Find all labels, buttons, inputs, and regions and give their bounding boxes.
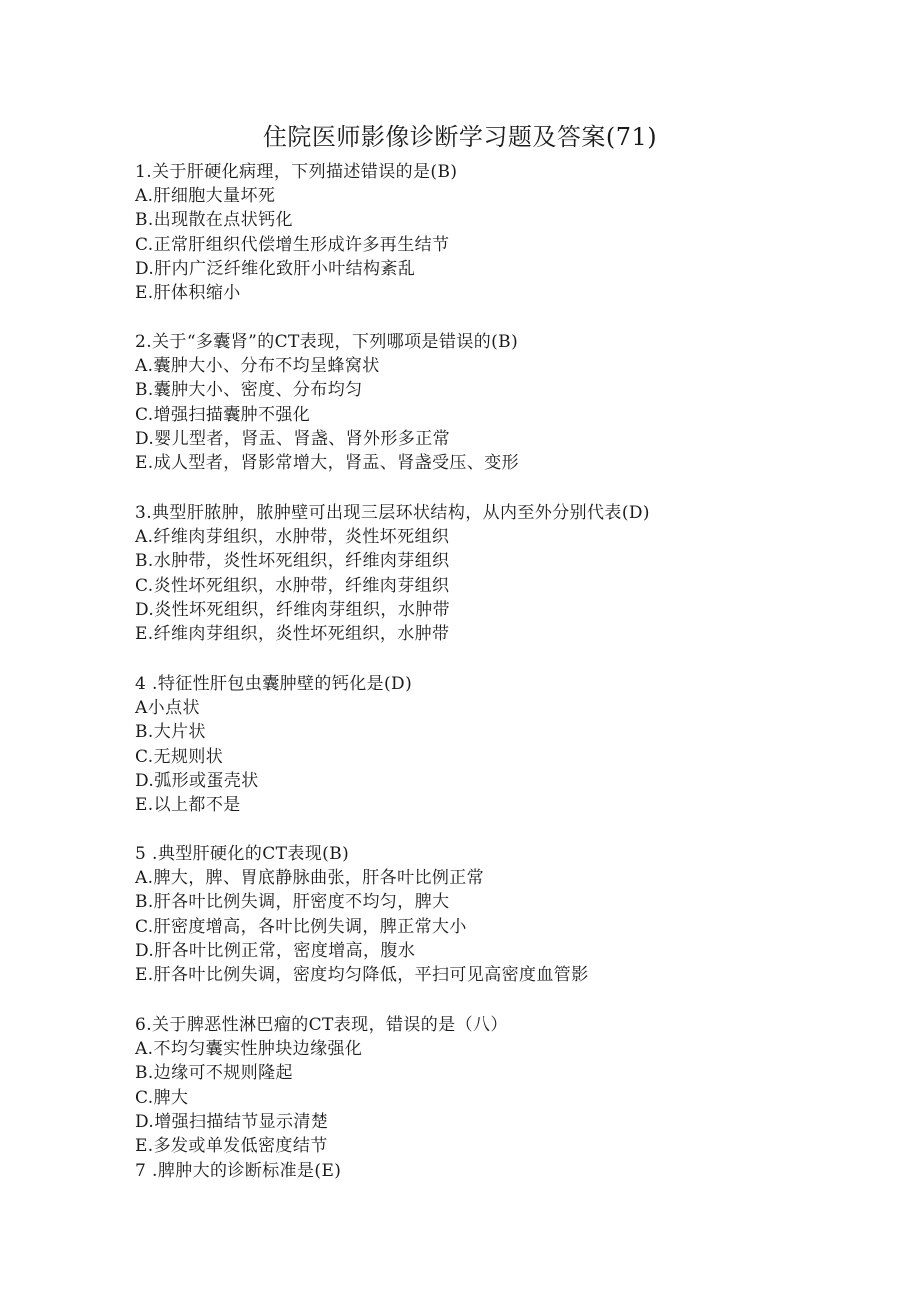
option-d: D.增强扫描结节显示清楚 [135, 1111, 329, 1132]
option-b: B.边缘可不规则隆起 [135, 1063, 293, 1084]
option-d: D.肝内广泛纤维化致肝小叶结构紊乱 [135, 258, 416, 279]
question-1 [135, 160, 855, 305]
question-stem: 4 .特征性肝包虫囊肿壁的钙化是(D) [135, 674, 413, 694]
option-c: C.增强扫描囊肿不强化 [135, 404, 311, 425]
option-c: C.肝密度增高，各叶比例失调，脾正常大小 [135, 916, 467, 937]
option-d: D.炎性坏死组织，纤维肉芽组织，水肿带 [135, 599, 451, 620]
option-a: A.不均匀囊实性肿块边缘强化 [135, 1039, 363, 1060]
option-c: C.正常肝组织代偿增生形成许多再生结节 [135, 234, 450, 255]
option-b: B.肝各叶比例失调，肝密度不均匀，脾大 [135, 892, 450, 913]
question-5 [135, 842, 855, 987]
question-4 [135, 672, 855, 817]
option-a: A.囊肿大小、分布不均呈蜂窝状 [135, 356, 380, 377]
page-title: 住院医师影像诊断学习题及答案(71) [262, 123, 658, 151]
option-d: D.肝各叶比例正常，密度增高，腹水 [135, 940, 416, 961]
question-stem: 2.关于“多囊肾”的CT表现，下列哪项是错误的(B) [135, 332, 519, 352]
option-e: E.成人型者，肾影常增大，肾盂、肾盏受压、变形 [135, 452, 520, 473]
question-3 [135, 501, 855, 646]
question-stem: 3.典型肝脓肿，脓肿壁可出现三层环状结构，从内至外分别代表(D) [135, 503, 650, 523]
option-b: B.出现散在点状钙化 [135, 210, 293, 231]
option-e: E.纤维肉芽组织，炎性坏死组织，水肿带 [135, 623, 450, 644]
option-a: A小点状 [135, 698, 200, 719]
question-stem: 7 .脾肿大的诊断标准是(E) [135, 1161, 342, 1181]
option-a: A.肝细胞大量坏死 [135, 186, 276, 207]
option-a: A.纤维肉芽组织，水肿带，炎性坏死组织 [135, 527, 450, 548]
question-stem: 1.关于肝硬化病理，下列描述错误的是(B) [135, 162, 458, 182]
option-a: A.脾大，脾、胃底静脉曲张，肝各叶比例正常 [135, 868, 485, 889]
option-c: C.无规则状 [135, 746, 224, 767]
option-b: B.囊肿大小、密度、分布均匀 [135, 380, 363, 401]
option-b: B.大片状 [135, 722, 206, 743]
option-d: D.婴儿型者，肾盂、肾盏、肾外形多正常 [135, 428, 451, 449]
option-c: C.炎性坏死组织，水肿带，纤维肉芽组织 [135, 575, 450, 596]
option-e: E.肝体积缩小 [135, 282, 241, 303]
option-b: B.水肿带，炎性坏死组织，纤维肉芽组织 [135, 551, 450, 572]
option-e: E.多发或单发低密度结节 [135, 1135, 328, 1156]
question-stem: 5 .典型肝硬化的CT表现(B) [135, 844, 350, 864]
option-e: E.肝各叶比例失调，密度均匀降低，平扫可见高密度血管影 [135, 964, 589, 985]
question-stem: 6.关于脾恶性淋巴瘤的CT表现，错误的是（八） [135, 1015, 508, 1035]
option-e: E.以上都不是 [135, 794, 241, 815]
question-2 [135, 330, 855, 475]
option-d: D.弧形或蛋壳状 [135, 770, 259, 791]
question-6 [135, 1013, 855, 1158]
question-7 [135, 1159, 855, 1183]
option-c: C.脾大 [135, 1087, 189, 1108]
